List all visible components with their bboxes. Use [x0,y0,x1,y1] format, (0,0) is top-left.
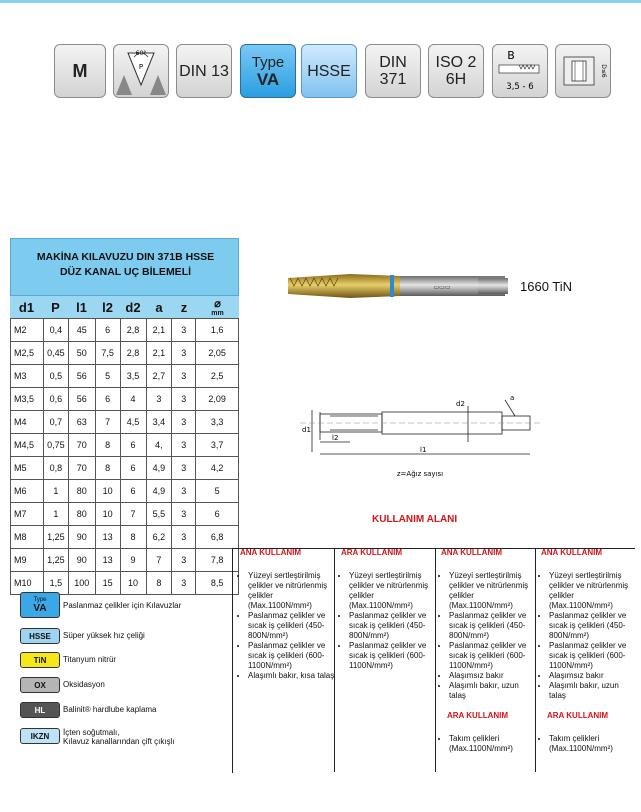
spec-table [10,296,239,595]
legend-code: VA [33,602,47,614]
usage-title: KULLANIM ALANI [372,514,458,525]
value-cell: 0,5 [43,365,68,388]
badge-din371-bottom: 371 [379,71,407,88]
usage-item: • Yüzeyi sertleştirilmiş çelikler ve nitrürlenmiş çelikler (Max.1100N/mm²) [449,571,537,611]
value-cell: 2,09 [196,388,239,411]
badge-iso [428,44,484,98]
value-cell: 13 [95,549,120,572]
value-cell: 1,25 [43,549,68,572]
table-row [11,388,239,411]
usage-col4-head: ANA KULLANIM [541,548,603,557]
value-cell: 8 [120,526,146,549]
value-cell: 80 [68,480,95,503]
value-cell: 3 [172,549,196,572]
value-cell: 90 [68,526,95,549]
value-cell: 7 [95,411,120,434]
drawing-caption: z=Ağız sayısı [396,470,444,478]
value-cell: 8,5 [196,572,239,595]
drawing-d2-label: d2 [456,400,465,408]
usage-col2-head: ARA KULLANIM [341,548,403,557]
size-cell: M8 [11,526,44,549]
value-cell: 1,25 [43,526,68,549]
legend-code-badge [20,702,60,718]
usage-item: • Alaşımsız bakır [449,671,537,681]
usage-item: • Paslanmaz çelikler ve sıcak iş çelikleri (600-1100N/mm²) [549,641,637,671]
size-cell: M3 [11,365,44,388]
value-cell: 50 [68,342,95,365]
value-cell: 4,9 [146,480,172,503]
badge-m-label: M [72,60,88,81]
value-cell: 3 [172,526,196,549]
legend-text: Oksidasyon [63,680,105,689]
header-square-label: mm [211,310,224,317]
legend-code: HL [34,705,46,715]
value-cell: 3 [172,319,196,342]
size-cell: M7 [11,503,44,526]
usage-col1-list [240,571,336,681]
header-l1: l1 [76,299,87,315]
legend-code-badge [20,652,60,668]
badge-thread-profile [113,44,169,98]
badge-iso-bottom: 6H [445,71,467,88]
tolerance-label: D≤6 [600,64,607,78]
value-cell: 6 [196,503,239,526]
value-cell: 2,8 [120,319,146,342]
legend-code-badge [20,592,60,618]
value-cell: 5 [196,480,239,503]
value-cell: 3 [172,434,196,457]
value-cell: 2,1 [146,342,172,365]
value-cell: 0,4 [43,319,68,342]
usage-col4-list [541,571,637,701]
angle-label: 60° [135,50,147,57]
usage-item: • Alaşımlı bakır, uzun talaş [449,681,537,701]
legend-code: OX [34,680,46,690]
value-cell: 3 [172,503,196,526]
form-b-label: B [507,49,515,62]
value-cell: 3,7 [196,434,239,457]
value-cell: 3 [172,365,196,388]
usage-col-3 [441,548,537,754]
value-cell: 63 [68,411,95,434]
legend-code-badge [20,728,60,744]
header-a: a [155,299,163,315]
value-cell: 10 [95,480,120,503]
value-cell: 4 [120,388,146,411]
badge-iso-top: ISO 2 [435,54,477,71]
value-cell: 45 [68,319,95,342]
form-range-label: 3,5 - 6 [506,82,534,92]
table-row [11,480,239,503]
badge-type-label: Type [251,54,285,71]
size-cell: M2,5 [11,342,44,365]
table-row [11,342,239,365]
value-cell: 3 [172,342,196,365]
value-cell: 3 [172,411,196,434]
legend-code-badge [20,628,60,644]
value-cell: 100 [68,572,95,595]
drawing-l2-label: l2 [332,434,339,442]
value-cell: 8 [146,572,172,595]
value-cell: 4,9 [146,457,172,480]
value-cell: 2,1 [146,319,172,342]
value-cell: 3 [172,457,196,480]
header-p: P [51,299,60,315]
usage-col-1 [240,548,336,681]
header-d1: d1 [18,299,35,315]
badge-din13 [176,44,232,98]
value-cell: 3,3 [196,411,239,434]
value-cell: 6 [120,480,146,503]
usage-item: • Yüzeyi sertleştirilmiş çelikler ve nitrürlenmiş çelikler (Max.1100N/mm²) [349,571,437,611]
legend-text: İçten soğutmalı, Kılavuz kanallarından çift çıkışlı [63,728,175,746]
usage-col3-subhead: ARA KULLANIM [447,711,509,720]
value-cell: 0,75 [43,434,68,457]
value-cell: 56 [68,365,95,388]
usage-item: • Paslanmaz çelikler ve sıcak iş çelikleri (450-800N/mm²) [248,611,336,641]
value-cell: 3 [172,480,196,503]
value-cell: 7,5 [95,342,120,365]
badge-type-va [240,44,296,98]
shank-tolerance-icon [556,45,610,97]
value-cell: 1,6 [196,319,239,342]
tap-technical-drawing [290,392,550,482]
drawing-a-label: a [510,394,515,402]
usage-col2-list [341,571,437,671]
usage-col3-head: ANA KULLANIM [441,548,503,557]
legend-text: Titanyum nitrür [63,655,117,664]
legend-text-2: Kılavuz kanallarından çift çıkışlı [63,737,175,746]
value-cell: 4, [146,434,172,457]
value-cell: 5,5 [146,503,172,526]
legend-code: HSSE [29,631,51,641]
value-cell: 90 [68,549,95,572]
table-title-line1: MAKİNA KILAVUZU DIN 371B HSSE [36,251,215,263]
badge-hsse [301,44,357,98]
size-cell: M4,5 [11,434,44,457]
drawing-l1-label: l1 [420,446,427,454]
value-cell: 8 [95,457,120,480]
badge-tolerance [555,44,611,98]
usage-item: • Alaşımlı bakır, uzun talaş [549,681,637,701]
value-cell: 0,8 [43,457,68,480]
usage-item: • Yüzeyi sertleştirilmiş çelikler ve nitrürlenmiş çelikler (Max.1100N/mm²) [549,571,637,611]
badge-din371-top: DIN [379,54,407,71]
value-cell: 7 [120,503,146,526]
table-title [11,250,240,280]
table-row [11,503,239,526]
usage-item: • Paslanmaz çelikler ve sıcak iş çelikleri (600-1100N/mm²) [449,641,537,671]
profile-label: P [138,63,144,71]
table-title-line2: DÜZ KANAL UÇ BİLEMELİ [59,266,192,278]
value-cell: 0,6 [43,388,68,411]
badge-din13-label: DIN 13 [179,62,229,80]
value-cell: 0,7 [43,411,68,434]
value-cell: 6 [95,319,120,342]
value-cell: 70 [68,457,95,480]
legend-text: Balinit® hardlube kaplama [63,705,157,714]
badge-va-label: VA [256,70,280,89]
value-cell: 5 [95,365,120,388]
value-cell: 15 [95,572,120,595]
table-row [11,526,239,549]
size-cell: M6 [11,480,44,503]
value-cell: 6,8 [196,526,239,549]
value-cell: 1 [43,503,68,526]
usage-col-2 [341,548,437,671]
value-cell: 3,5 [120,365,146,388]
usage-col-4 [541,548,637,754]
legend-code: TiN [33,655,47,665]
value-cell: 3 [146,388,172,411]
value-cell: 2,05 [196,342,239,365]
header-l2: l2 [102,299,113,315]
header-d2: d2 [125,299,141,315]
legend-code-badge [20,677,60,693]
badge-din371 [365,44,421,98]
size-cell: M3,5 [11,388,44,411]
value-cell: 0,45 [43,342,68,365]
usage-col3-list [441,571,537,701]
usage-item: • Takım çelikleri (Max.1100N/mm²) [449,734,537,754]
value-cell: 6,2 [146,526,172,549]
legend-text: Paslanmaz çelikler için Kılavuzlar [63,601,182,610]
value-cell: 7,8 [196,549,239,572]
table-row [11,434,239,457]
value-cell: 56 [68,388,95,411]
value-cell: 70 [68,434,95,457]
size-cell: M9 [11,549,44,572]
size-cell: M10 [11,572,44,595]
value-cell: 10 [95,503,120,526]
table-row [11,319,239,342]
header-z: z [180,299,188,315]
usage-item: • Paslanmaz çelikler ve sıcak iş çelikleri (450-800N/mm²) [449,611,537,641]
usage-item: • Alaşımsız bakır [549,671,637,681]
table-row [11,411,239,434]
value-cell: 3 [172,572,196,595]
size-cell: M5 [11,457,44,480]
coating-label: 1660 TiN [520,279,573,294]
value-cell: 4,5 [120,411,146,434]
value-cell: 80 [68,503,95,526]
usage-item: • Yüzeyi sertleştirilmiş çelikler ve nitrürlenmiş çelikler (Max.1100N/mm²) [248,571,336,611]
form-b-icon [493,45,547,97]
badge-hsse-label: HSSE [307,62,351,80]
size-cell: M2 [11,319,44,342]
svg-text:▭▭▭: ▭▭▭ [433,284,451,291]
value-cell: 6 [120,434,146,457]
legend-code-top: Type [33,596,47,603]
usage-col4-subhead: ARA KULLANIM [547,711,609,720]
value-cell: 9 [120,549,146,572]
value-cell: 1,5 [43,572,68,595]
table-row [11,549,239,572]
value-cell: 2,8 [120,342,146,365]
usage-item: • Takım çelikleri (Max.1100N/mm²) [549,734,637,754]
value-cell: 6 [120,457,146,480]
usage-item: • Paslanmaz çelikler ve sıcak iş çelikleri (600-1100N/mm²) [248,641,336,671]
value-cell: 13 [95,526,120,549]
top-accent-line [0,0,641,3]
diameter-icon: ⌀ [214,298,221,310]
value-cell: 3,4 [146,411,172,434]
badge-form-b [492,44,548,98]
value-cell: 2,7 [146,365,172,388]
thread-profile-icon [114,45,168,97]
usage-col4-sublist [541,734,637,754]
value-cell: 6 [95,388,120,411]
usage-item: • Alaşımlı bakır, kısa talaş [248,671,336,681]
size-cell: M4 [11,411,44,434]
table-row [11,457,239,480]
usage-item: • Paslanmaz çelikler ve sıcak iş çelikleri (450-800N/mm²) [549,611,637,641]
usage-item: • Paslanmaz çelikler ve sıcak iş çelikleri (600-1100N/mm²) [349,641,437,671]
usage-col1-head: ANA KULLANIM [240,548,302,557]
usage-item: • Paslanmaz çelikler ve sıcak iş çelikleri (450-800N/mm²) [349,611,437,641]
table-row [11,365,239,388]
drawing-d1-label: d1 [302,426,311,434]
legend-text: Süper yüksek hız çeliği [63,631,145,640]
value-cell: 4,2 [196,457,239,480]
table-title-block [10,238,239,296]
value-cell: 2,5 [196,365,239,388]
usage-col3-sublist [441,734,537,754]
value-cell: 10 [120,572,146,595]
value-cell: 8 [95,434,120,457]
value-cell: 7 [146,549,172,572]
legend-code: IKZN [30,731,50,741]
tap-product-image [280,262,520,312]
value-cell: 1 [43,480,68,503]
badge-m [54,44,106,98]
value-cell: 3 [172,388,196,411]
